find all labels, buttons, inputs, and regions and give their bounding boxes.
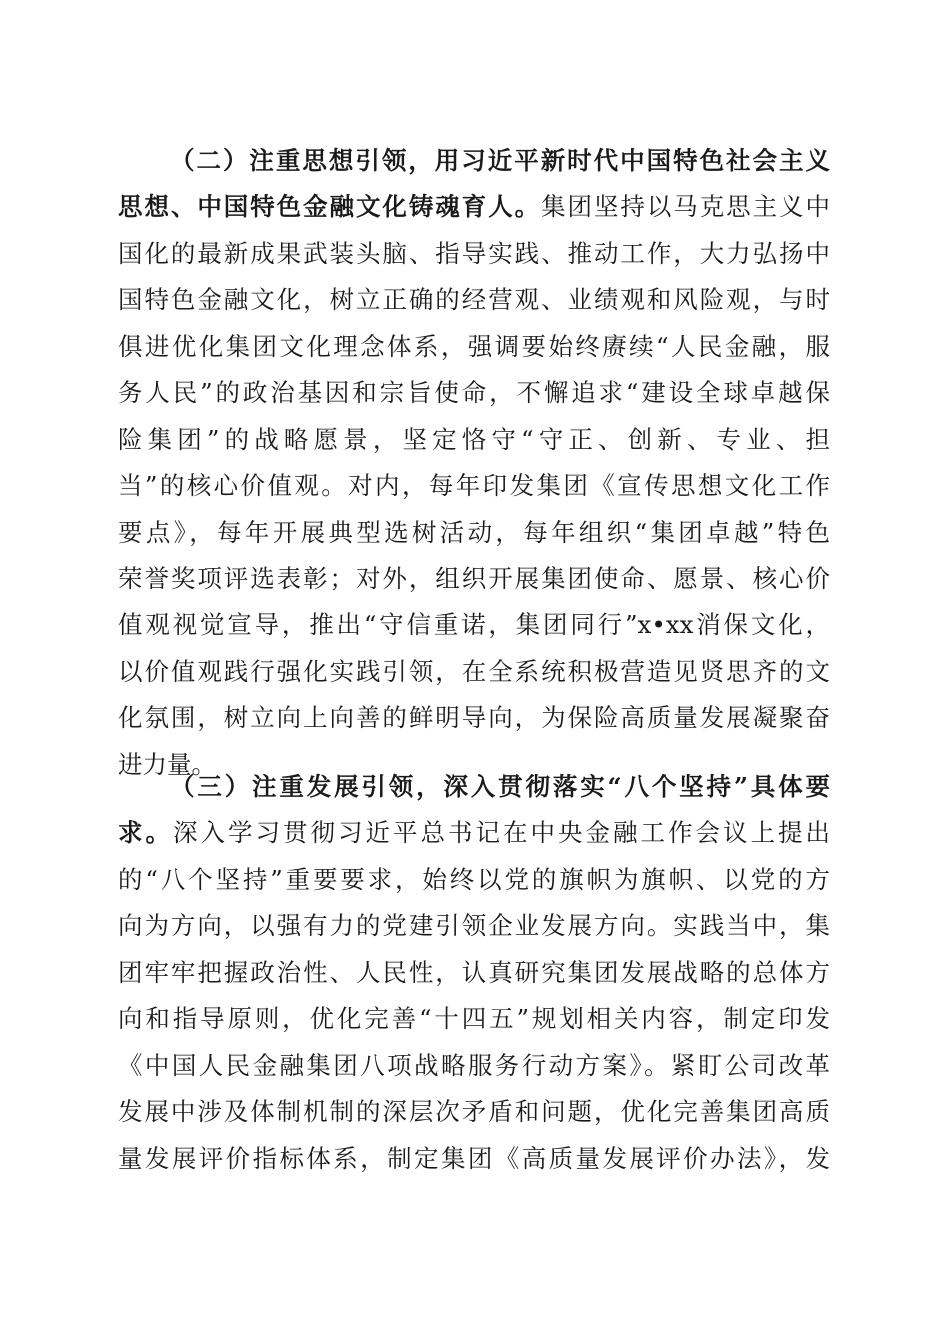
paragraph-heading: （三）注重发展引领，深入贯彻落实“八个坚持”具体要	[170, 772, 830, 801]
text-line: 向和指导原则，优化完善“十四五”规划相关内容，制定印发	[118, 1004, 830, 1034]
text-line: 荣誉奖项评选表彰；对外，组织开展集团使命、愿景、核心价	[118, 563, 830, 593]
text-line: 国特色金融文化，树立正确的经营观、业绩观和风险观，与时	[118, 285, 830, 315]
text-fragment: 深入学习贯彻习近平总书记在中央金融工作会议上提出	[173, 818, 830, 848]
text-line	[118, 184, 830, 230]
text-line: 量发展评价指标体系，制定集团《高质量发展评价办法》，发	[118, 1143, 830, 1173]
text-line: 务人民”的政治基因和宗旨使命，不懈追求“建设全球卓越保	[118, 378, 830, 408]
text-line: 以价值观践行强化实践引领，在全系统积极营造见贤思齐的文	[118, 656, 830, 686]
paragraph-heading-end: 求。	[118, 818, 173, 848]
text-line: 值观视觉宣导，推出“守信重诺，集团同行”x•xx消保文化，	[118, 610, 830, 640]
text-line: 当”的核心价值观。对内，每年印发集团《宣传思想文化工作	[118, 471, 830, 501]
text-line: 进力量。	[118, 749, 216, 779]
paragraph-heading-end: 思想、中国特色金融文化铸魂育人。	[118, 192, 542, 222]
text-line: 向为方向，以强有力的党建引领企业发展方向。实践当中，集	[118, 911, 830, 941]
text-line: 国化的最新成果武装头脑、指导实践、推动工作，大力弘扬中	[118, 238, 830, 268]
text-line: 要点》，每年开展典型选树活动，每年组织“集团卓越”特色	[118, 517, 830, 547]
paragraph-development-guidance	[118, 764, 830, 1182]
text-fragment: 集团坚持以马克思主义中	[541, 192, 831, 222]
text-line: 的“八个坚持”重要要求，始终以党的旗帜为旗帜、以党的方	[118, 864, 830, 894]
text-line: 险集团”的战略愿景，坚定恪守“守正、创新、专业、担	[118, 424, 830, 454]
text-line: 发展中涉及体制机制的深层次矛盾和问题，优化完善集团高质	[118, 1097, 830, 1127]
text-line: 俱进优化集团文化理念体系，强调要始终赓续“人民金融，服	[118, 331, 830, 361]
paragraph-thought-guidance	[118, 138, 830, 788]
text-line: 团牢牢把握政治性、人民性，认真研究集团发展战略的总体方	[118, 957, 830, 987]
text-line	[118, 810, 830, 856]
paragraph-heading: （二）注重思想引领，用习近平新时代中国特色社会主义	[170, 146, 830, 175]
text-line: 化氛围，树立向上向善的鲜明导向，为保险高质量发展凝聚奋	[118, 703, 830, 733]
text-line: 《中国人民金融集团八项战略服务行动方案》。紧盯公司改革	[118, 1050, 830, 1080]
